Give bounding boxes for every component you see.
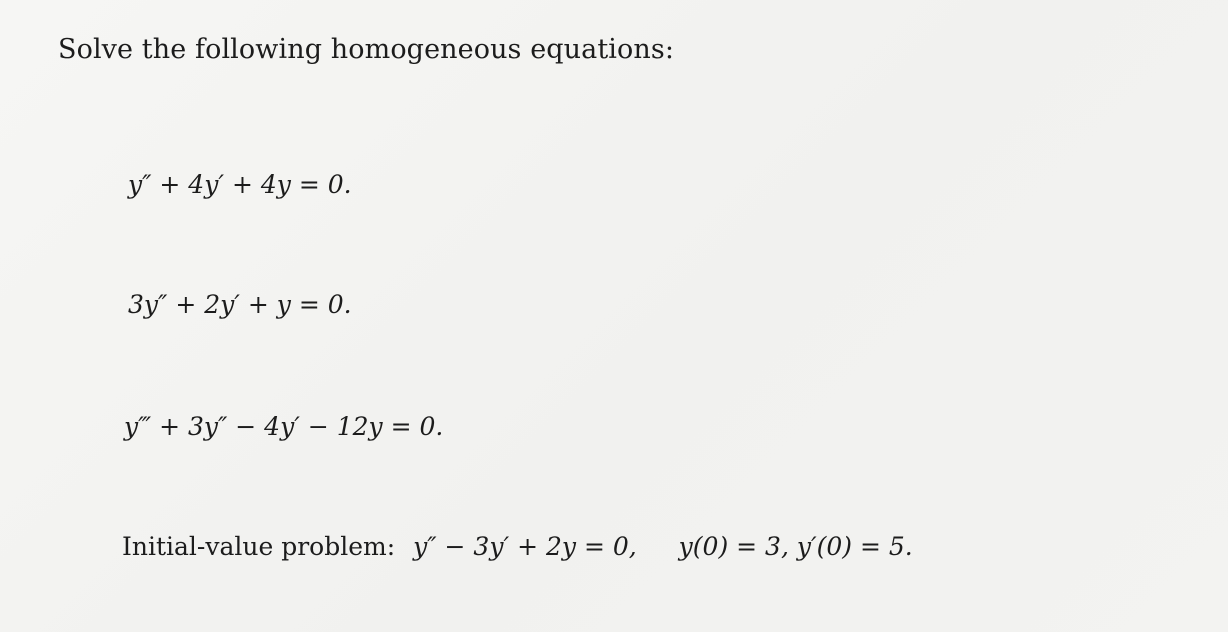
equation-3: y‴ + 3y″ − 4y′ − 12y = 0. [124,412,444,441]
ivp-equation: y″ − 3y′ + 2y = 0, [413,532,637,561]
equation-1: y″ + 4y′ + 4y = 0. [128,170,352,199]
page-title: Solve the following homogeneous equations: [58,34,675,65]
ivp-conditions: y(0) = 3, y′(0) = 5. [678,532,913,561]
equation-2: 3y″ + 2y′ + y = 0. [128,290,352,319]
ivp-label: Initial-value problem: [122,532,396,561]
initial-value-problem [122,532,913,561]
